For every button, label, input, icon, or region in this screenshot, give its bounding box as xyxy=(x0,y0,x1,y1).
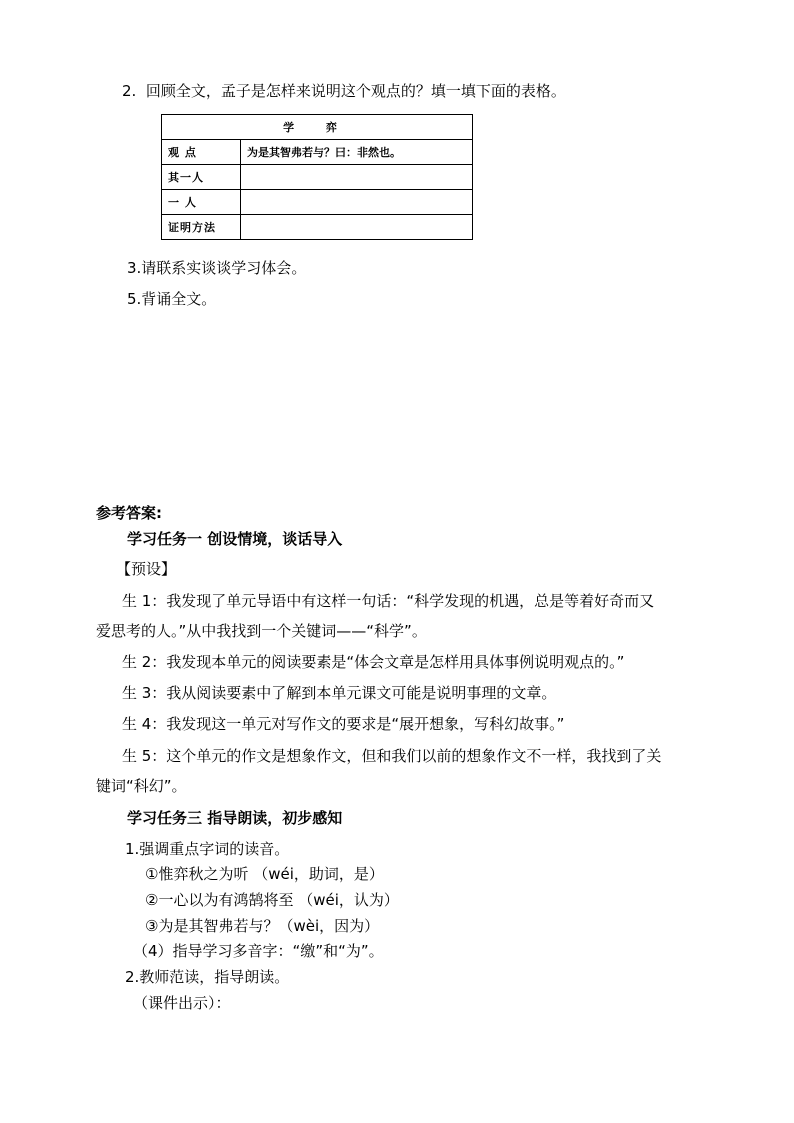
table-header-row xyxy=(162,115,473,140)
preset-label: 【预设】 xyxy=(116,560,177,578)
student-5-line-2: 键词“科幻”。 xyxy=(96,777,187,795)
item-1-1: ①惟弈秋之为听 （wéi，助词，是） xyxy=(145,865,384,883)
question-5: 5.背诵全文。 xyxy=(127,290,217,308)
student-1-line-2: 爱思考的人。”从中我找到一个关键词——“科学”。 xyxy=(96,622,427,640)
answers-heading: 参考答案: xyxy=(96,504,162,522)
table-row xyxy=(162,165,473,190)
study-table xyxy=(161,114,473,240)
item-2-note: （课件出示）： xyxy=(133,994,231,1012)
table-row xyxy=(162,140,473,165)
item-1-4: （4）指导学习多音字：“缴”和“为”。 xyxy=(133,942,384,960)
table-row-label: 证明方法 xyxy=(162,215,241,240)
table-row-value xyxy=(241,215,473,240)
item-1-3: ③为是其智弗若与？（wèi，因为） xyxy=(145,917,380,935)
table-row-value xyxy=(241,190,473,215)
table-row-value: 为是其智弗若与？曰：非然也。 xyxy=(241,140,473,165)
task3-heading: 学习任务三 指导朗读，初步感知 xyxy=(127,809,343,827)
table-row-label: 观 点 xyxy=(162,140,241,165)
student-4: 生 4：我发现这一单元对写作文的要求是“展开想象，写科幻故事。” xyxy=(122,715,565,733)
student-2: 生 2：我发现本单元的阅读要素是“体会文章是怎样用具体事例说明观点的。” xyxy=(122,653,625,671)
table-title: 学 弈 xyxy=(162,115,473,140)
student-3: 生 3：我从阅读要素中了解到本单元课文可能是说明事理的文章。 xyxy=(122,684,557,702)
table-row-label: 一 人 xyxy=(162,190,241,215)
table-row xyxy=(162,215,473,240)
table-row-label: 其一人 xyxy=(162,165,241,190)
question-3: 3.请联系实谈谈学习体会。 xyxy=(127,259,307,277)
task1-heading: 学习任务一 创设情境，谈话导入 xyxy=(127,530,343,548)
table-row-value xyxy=(241,165,473,190)
question-2: 2. 回顾全文，孟子是怎样来说明这个观点的？填一填下面的表格。 xyxy=(122,82,566,100)
table-row xyxy=(162,190,473,215)
item-1-2: ②一心以为有鸿鹄将至 （wéi，认为） xyxy=(145,891,399,909)
item-1: 1.强调重点字词的读音。 xyxy=(125,840,290,858)
item-2: 2.教师范读，指导朗读。 xyxy=(125,968,290,986)
student-5-line-1: 生 5：这个单元的作文是想象作文，但和我们以前的想象作文不一样，我找到了关 xyxy=(122,747,662,765)
student-1-line-1: 生 1：我发现了单元导语中有这样一句话：“科学发现的机遇，总是等着好奇而又 xyxy=(122,592,655,610)
